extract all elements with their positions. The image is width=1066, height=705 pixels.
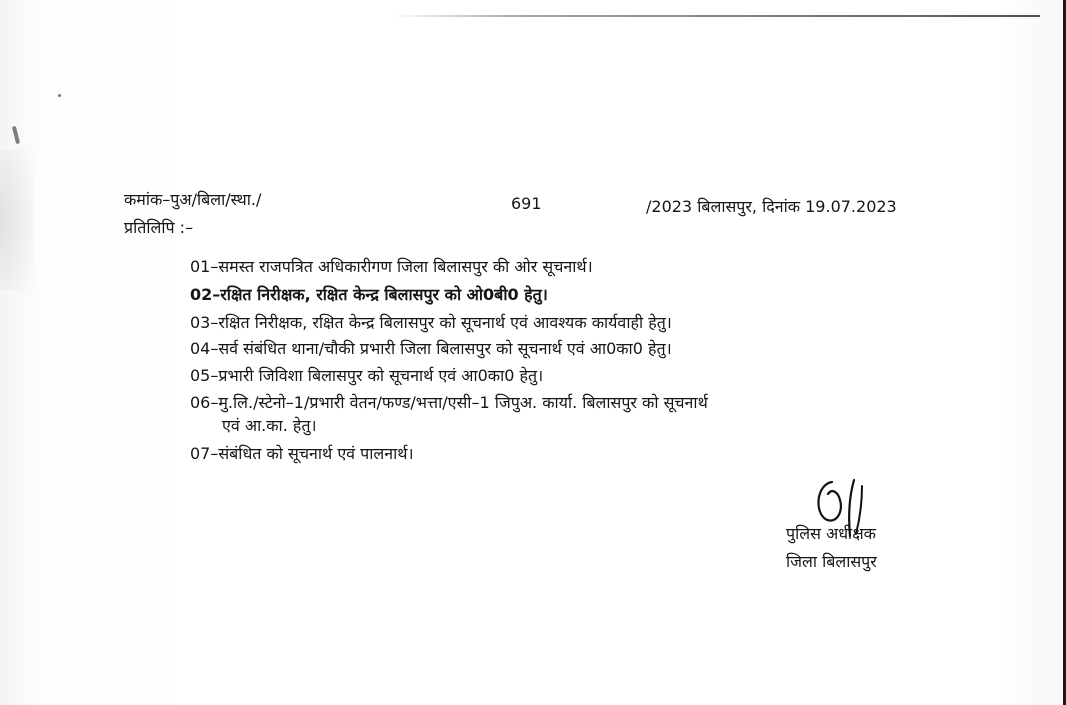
scan-dot xyxy=(58,94,61,97)
scan-shadow xyxy=(0,150,34,290)
list-item: 02–रक्षित निरीक्षक, रक्षित केन्द्र बिलासपुर को ओ0बी0 हेतु। xyxy=(190,285,548,304)
signatory-title: पुलिस अधीक्षक xyxy=(786,524,876,543)
list-item-continuation: एवं आ.का. हेतु। xyxy=(222,416,317,435)
list-item: 01–समस्त राजपत्रित अधिकारीगण जिला बिलासपुर की ओर सूचनार्थ। xyxy=(190,257,593,276)
signatory-district: जिला बिलासपुर xyxy=(786,552,877,571)
list-item: 05–प्रभारी जिविशा बिलासपुर को सूचनार्थ एवं आ0का0 हेतु। xyxy=(190,366,544,385)
reference-date: /2023 बिलासपुर, दिनांक 19.07.2023 xyxy=(646,197,897,216)
copy-to-label: प्रतिलिपि :– xyxy=(124,218,194,237)
list-item: 07–संबंधित को सूचनार्थ एवं पालनार्थ। xyxy=(190,444,414,463)
list-item: 04–सर्व संबंधित थाना/चौकी प्रभारी जिला बिलासपुर को सूचनार्थ एवं आ0का0 हेतु। xyxy=(190,339,672,358)
list-item: 03–रक्षित निरीक्षक, रक्षित केन्द्र बिलासपुर को सूचनार्थ एवं आवश्यक कार्यवाही हेतु। xyxy=(190,313,672,332)
scan-speck xyxy=(12,126,20,144)
top-rule-line xyxy=(390,15,1040,17)
reference-prefix: कमांक–पुअ/बिला/स्था./ xyxy=(124,190,262,209)
list-item: 06–मु.लि./स्टेनो–1/प्रभारी वेतन/फण्ड/भत्ता/एसी–1 जिपुअ. कार्या. बिलासपुर को सूचनार्थ xyxy=(190,393,708,412)
reference-number: 691 xyxy=(511,194,542,213)
